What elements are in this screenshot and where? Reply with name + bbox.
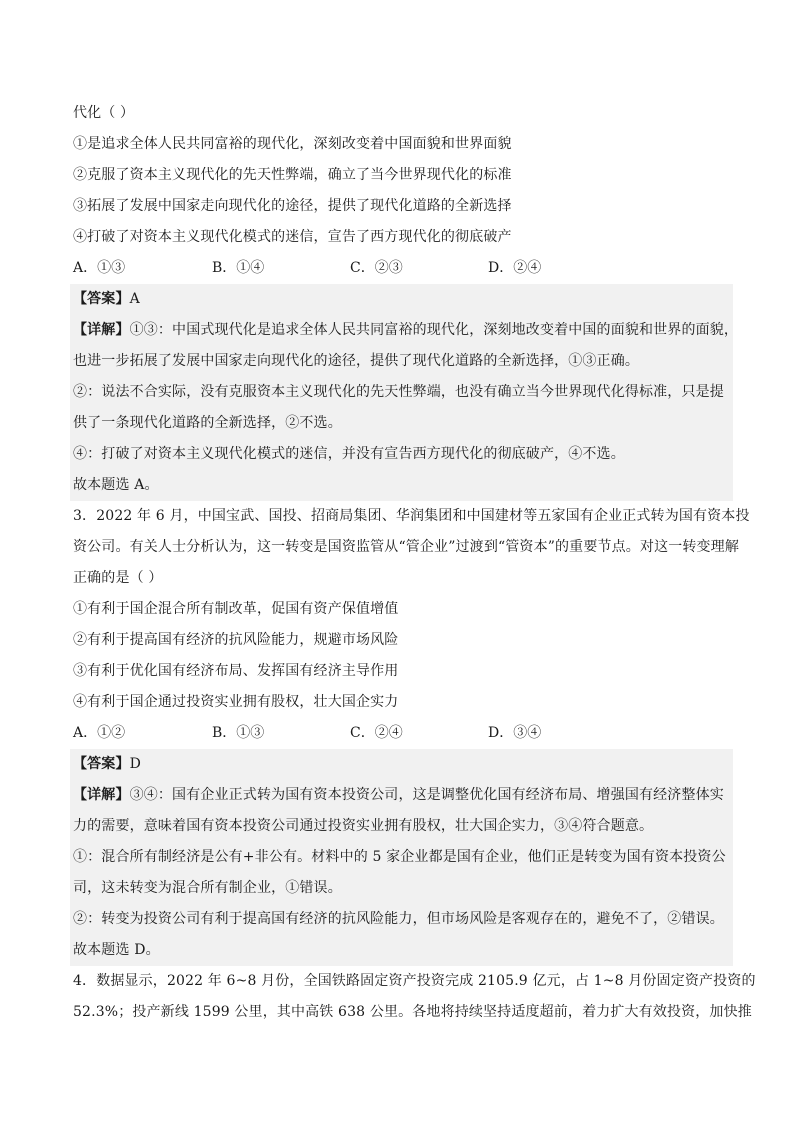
q3-answer: [73, 749, 733, 780]
q2-item-3: ③拓展了发展中国家走向现代化的途径，提供了现代化道路的全新选择: [73, 198, 512, 214]
q3-stem-2: 资公司。有关人士分析认为，这一转变是国资监管从“管企业”过渡到“管资本”的重要节点。对这一转变理解: [73, 539, 739, 555]
q3-option-d: D．③④: [488, 725, 542, 741]
q3-detail-1: [73, 780, 733, 811]
q3-detail-2: 力的需要，意味着国有资本投资公司通过投资实业拥有股权，壮大国企实力，③④符合题意。: [73, 818, 654, 834]
q3-item-2: ②有利于提高国有经济的抗风险能力，规避市场风险: [73, 632, 399, 648]
q2-detail-3: ②：说法不合实际，没有克服资本主义现代化的先天性弊端，也没有确立当今世界现代化得标准，只是提: [73, 384, 724, 400]
q2-option-d: D．②④: [488, 260, 542, 276]
q2-option-a: A．①③: [73, 260, 126, 276]
q3-detail-3: ①：混合所有制经济是公有+非公有。材料中的 5 家企业都是国有企业，他们正是转变为国有资本投资公: [73, 849, 726, 865]
q2-answer-label: 【答案】: [73, 291, 130, 307]
q2-answer-value: A: [129, 291, 140, 307]
q2-item-4: ④打破了对资本主义现代化模式的迷信，宣告了西方现代化的彻底破产: [73, 229, 512, 245]
q2-detail-2: 也进一步拓展了发展中国家走向现代化的途径，提供了现代化道路的全新选择，①③正确。: [73, 353, 639, 369]
q3-stem-3: 正确的是（ ）: [73, 570, 163, 586]
q2-options: [73, 253, 733, 284]
q2-detail-4: 供了一条现代化道路的全新选择，②不选。: [73, 415, 342, 431]
q2-detail-1: [73, 315, 739, 346]
q3-option-a: A．①②: [73, 725, 126, 741]
q3-stem-1: 3．2022 年 6 月，中国宝武、国投、招商局集团、华润集团和中国建材等五家国有企业正式转为国有资本投: [73, 508, 750, 524]
q3-options: [73, 718, 733, 749]
q4-stem-1: 4．数据显示，2022 年 6~8 月份，全国铁路固定资产投资完成 2105.9 亿元，占 1~8 月份固定资产投资的: [73, 973, 756, 989]
q2-detail-label: 【详解】: [73, 322, 130, 338]
q3-item-3: ③有利于优化国有经济布局、发挥国有经济主导作用: [73, 663, 399, 679]
q2-answer-block: [70, 284, 739, 501]
q2-option-c: C．②③: [350, 260, 403, 276]
q2-detail-text-1: ①③：中国式现代化是追求全体人民共同富裕的现代化，深刻地改变着中国的面貌和世界的面貌，: [129, 322, 739, 338]
q3-option-b: B．①③: [212, 725, 265, 741]
q3-answer-value: D: [129, 756, 141, 772]
q3-detail-4: 司，这未转变为混合所有制企业，①错误。: [73, 880, 342, 896]
q2-item-1: ①是追求全体人民共同富裕的现代化，深刻改变着中国面貌和世界面貌: [73, 136, 512, 152]
q3-item-1: ①有利于国企混合所有制改革，促国有资产保值增值: [73, 601, 399, 617]
q2-option-b: B．①④: [212, 260, 265, 276]
q3-answer-block: [70, 749, 733, 966]
q3-item-4: ④有利于国企通过投资实业拥有股权，壮大国企实力: [73, 694, 399, 710]
q3-option-c: C．②④: [350, 725, 403, 741]
q4-stem-2: 52.3%；投产新线 1599 公里，其中高铁 638 公里。各地将持续坚持适度超前，着力扩大有效投资，加快推: [73, 1004, 752, 1020]
q2-stem-tail: 代化（ ）: [73, 105, 135, 121]
q3-answer-label: 【答案】: [73, 756, 130, 772]
document-page: [73, 98, 756, 1028]
q3-detail-label: 【详解】: [73, 787, 130, 803]
q2-detail-6: 故本题选 A。: [73, 477, 159, 493]
q2-item-2: ②克服了资本主义现代化的先天性弊端，确立了当今世界现代化的标准: [73, 167, 512, 183]
q3-detail-6: 故本题选 D。: [73, 942, 160, 958]
q3-detail-5: ②：转变为投资公司有利于提高国有经济的抗风险能力，但市场风险是客观存在的，避免不了，②错误。: [73, 911, 724, 927]
q2-detail-5: ④：打破了对资本主义现代化模式的迷信，并没有宣告西方现代化的彻底破产，④不选。: [73, 446, 625, 462]
q3-detail-text-1: ③④：国有企业正式转为国有资本投资公司，这是调整优化国有经济布局、增强国有经济整体实: [129, 787, 724, 803]
q2-answer: [73, 284, 733, 315]
